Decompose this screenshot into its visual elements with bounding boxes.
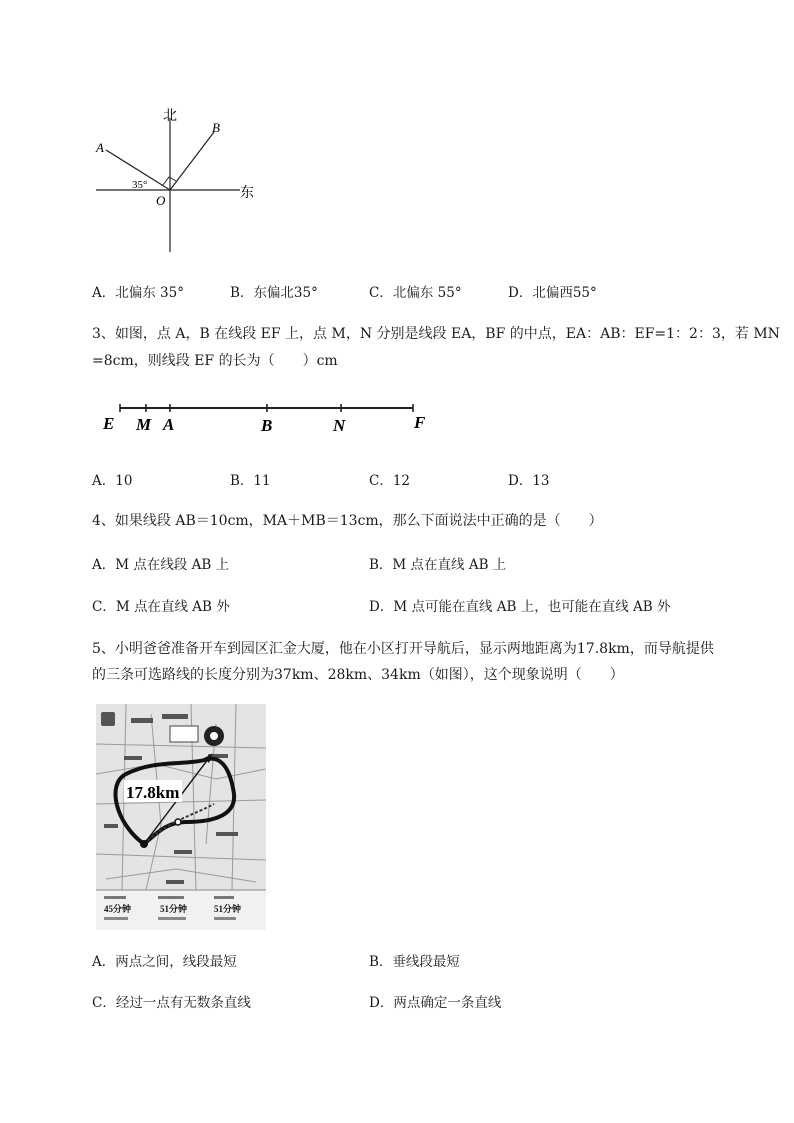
q5-option-c[interactable] bbox=[92, 994, 251, 1012]
q4-option-d[interactable] bbox=[369, 598, 670, 616]
east-label: 东 bbox=[240, 186, 254, 201]
q3-stem-line2: =8cm，则线段 EF 的长为（ ）cm bbox=[92, 353, 338, 369]
ray-ob bbox=[170, 132, 214, 190]
option-letter: B． bbox=[230, 473, 254, 489]
option-text: 两点之间，线段最短 bbox=[115, 954, 237, 970]
q3-option-c[interactable] bbox=[369, 472, 410, 490]
option-text: 11 bbox=[253, 473, 271, 489]
q5-stem-line1: 5、小明爸爸准备开车到园区汇金大厦，他在小区打开导航后，显示两地距离为17.8km，而导航提供 bbox=[92, 641, 714, 657]
option-letter: A． bbox=[92, 473, 116, 489]
label-f: F bbox=[414, 413, 426, 432]
option-letter: D． bbox=[369, 995, 394, 1011]
option-letter: A． bbox=[92, 285, 116, 301]
q4-stem: 4、如果线段 AB＝10cm，MA＋MB＝13cm，那么下面说法中正确的是（ ） bbox=[92, 513, 603, 529]
q5-option-a[interactable] bbox=[92, 953, 237, 971]
option-letter: D． bbox=[508, 473, 533, 489]
segment-figure bbox=[96, 398, 441, 440]
q3-option-d[interactable] bbox=[508, 472, 550, 490]
option-text: 经过一点有无数条直线 bbox=[115, 995, 251, 1011]
angle-label: 35° bbox=[132, 179, 148, 191]
q5-option-b[interactable] bbox=[369, 953, 460, 971]
label-b: B bbox=[261, 416, 273, 435]
q3-option-b[interactable] bbox=[230, 472, 271, 490]
option-letter: B． bbox=[230, 285, 254, 301]
distance-label: 17.8km bbox=[126, 783, 180, 802]
point-o-label: O bbox=[156, 193, 166, 208]
label-e: E bbox=[103, 414, 115, 433]
option-text: 13 bbox=[532, 473, 550, 489]
route-time-2: 51分钟 bbox=[160, 904, 188, 914]
point-a-label: A bbox=[96, 140, 104, 155]
option-letter: D． bbox=[369, 599, 394, 615]
option-text: 两点确定一条直线 bbox=[393, 995, 502, 1011]
point-b-label: B bbox=[212, 120, 220, 135]
route-time-3: 51分钟 bbox=[214, 904, 242, 914]
label-n: N bbox=[333, 416, 346, 435]
option-letter: C． bbox=[92, 995, 116, 1011]
option-text: 北偏西55° bbox=[532, 285, 597, 301]
option-letter: C． bbox=[369, 473, 393, 489]
q3-stem-line1: 3、如图，点 A，B 在线段 EF 上，点 M，N 分别是线段 EA，BF 的中点，EA：AB：EF=1：2：3，若 MN bbox=[92, 326, 780, 342]
option-text: 10 bbox=[115, 473, 133, 489]
option-text: M 点在直线 AB 上 bbox=[392, 557, 507, 573]
q5-stem-line2: 的三条可选路线的长度分别为37km、28km、34km（如图），这个现象说明（ ） bbox=[92, 667, 624, 683]
option-text: 北偏东 55° bbox=[392, 285, 462, 301]
start-marker bbox=[140, 840, 148, 848]
option-text: 北偏东 35° bbox=[115, 285, 184, 301]
option-letter: A． bbox=[92, 954, 116, 970]
label-a: A bbox=[163, 415, 175, 434]
q3-option-a[interactable] bbox=[92, 472, 132, 490]
label-m: M bbox=[136, 415, 152, 434]
navigation-map-image bbox=[96, 704, 266, 930]
option-letter: A． bbox=[92, 557, 116, 573]
q2-option-c[interactable] bbox=[369, 284, 462, 302]
option-text: 12 bbox=[392, 473, 411, 489]
option-letter: D． bbox=[508, 285, 533, 301]
q2-option-a[interactable] bbox=[92, 284, 184, 302]
route-time-1: 45分钟 bbox=[104, 904, 132, 914]
q4-option-a[interactable] bbox=[92, 556, 229, 574]
q2-option-d[interactable] bbox=[508, 284, 597, 302]
option-text: M 点在线段 AB 上 bbox=[115, 557, 230, 573]
option-letter: C． bbox=[92, 599, 116, 615]
option-text: 垂线段最短 bbox=[392, 954, 460, 970]
option-text: M 点在直线 AB 外 bbox=[115, 599, 230, 615]
option-text: M 点可能在直线 AB 上，也可能在直线 AB 外 bbox=[393, 599, 671, 615]
north-label: 北 bbox=[163, 109, 177, 124]
q2-option-b[interactable] bbox=[230, 284, 318, 302]
q4-option-b[interactable] bbox=[369, 556, 506, 574]
q4-option-c[interactable] bbox=[92, 598, 230, 616]
compass-figure bbox=[90, 100, 270, 260]
option-letter: B． bbox=[369, 954, 393, 970]
option-letter: B． bbox=[369, 557, 393, 573]
q5-option-d[interactable] bbox=[369, 994, 501, 1012]
option-text: 东偏北35° bbox=[253, 285, 318, 301]
option-letter: C． bbox=[369, 285, 393, 301]
